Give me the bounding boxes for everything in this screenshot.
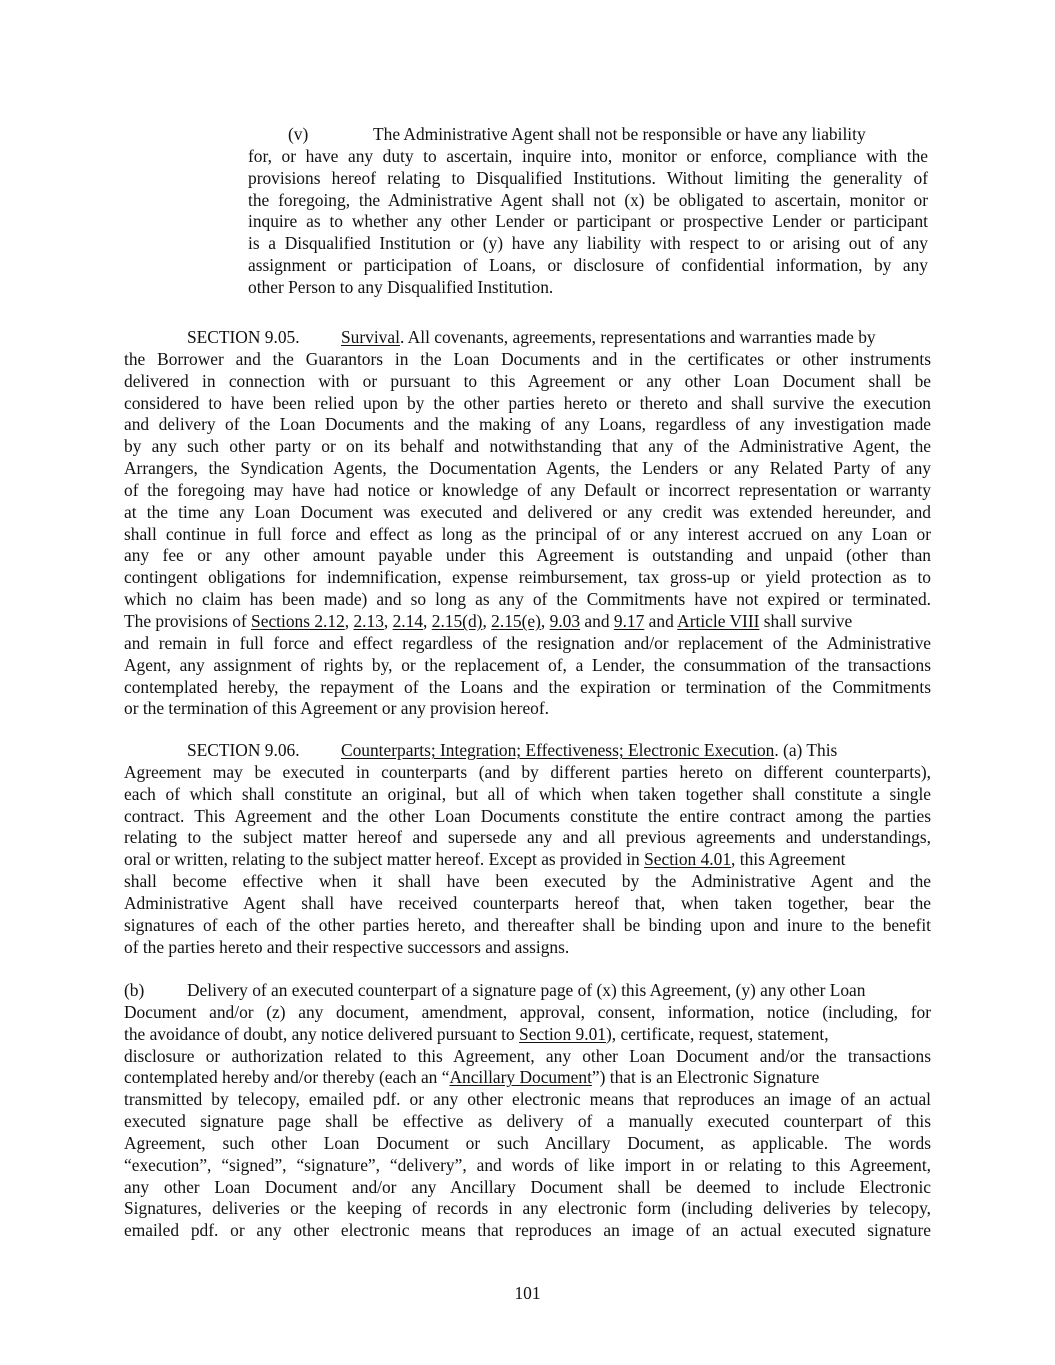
text-fragment: shall survive — [759, 610, 853, 631]
text-line: which no claim has been made) and so long as any of the Commitments have not expired or terminated. — [124, 589, 931, 610]
text-fragment: , — [482, 610, 492, 631]
section-ref-link[interactable]: 2.13 — [353, 610, 384, 631]
text-line: The Administrative Agent shall not be responsible or have any liability — [373, 124, 866, 144]
text-line: or the termination of this Agreement or any provision hereof. — [124, 698, 549, 719]
text-line: the Borrower and the Guarantors in the Loan Documents and in the certificates or other instruments — [124, 348, 931, 369]
text-fragment: , — [540, 610, 550, 631]
text-fragment: . All covenants, agreements, representations and warranties made by — [399, 327, 876, 347]
text-line: at the time any Loan Document was executed and delivered or any credit was extended hereunder, and — [124, 501, 931, 522]
text-line: delivered in connection with or pursuant to this Agreement or any other Loan Document shall be — [124, 370, 931, 391]
text-line: any other Loan Document and/or any Ancillary Document shall be deemed to include Electronic — [124, 1176, 931, 1197]
section-ref-link[interactable]: 2.15(d) — [431, 610, 483, 631]
section-9-06 — [124, 740, 931, 958]
text-line: contract. This Agreement and the other Loan Documents constitute the entire contract among the parties — [124, 805, 931, 826]
text-line: Arrangers, the Syndication Agents, the Documentation Agents, the Lenders or any Related Party of any — [124, 458, 931, 479]
text-line: assignment or participation of Loans, or disclosure of confidential information, by any — [248, 255, 928, 276]
text-line: each of which shall constitute an original, but all of which when taken together shall constitute a single — [124, 783, 931, 804]
text-line: Agreement, such other Loan Document or such Ancillary Document, as applicable. The words — [124, 1132, 931, 1153]
section-title: Counterparts; Integration; Effectiveness; Electronic Execution — [341, 740, 775, 760]
text-line: “execution”, “signed”, “signature”, “delivery”, and words of like import in or relating to this Agreement, — [124, 1154, 931, 1175]
text-line: and delivery of the Loan Documents and the making of any Loans, regardless of any investigation made — [124, 414, 931, 435]
text-fragment: Delivery of an executed counterpart of a signature page of (x) this Agreement, (y) any other Loan — [187, 980, 866, 1000]
section-ref-link[interactable]: 2.15(e) — [491, 610, 541, 631]
reference-line — [124, 1024, 931, 1046]
text-line: executed signature page shall be effective as delivery of a manually executed counterpart of this — [124, 1111, 931, 1132]
text-line: of the parties hereto and their respective successors and assigns. — [124, 936, 570, 957]
text-line: is a Disqualified Institution or (y) have any liability with respect to or arising out of any — [248, 233, 928, 254]
text-line: for, or have any duty to ascertain, inquire into, monitor or enforce, compliance with the — [248, 145, 928, 166]
text-fragment: and — [644, 610, 678, 631]
definition-line — [124, 1067, 931, 1089]
clause-marker: (b) — [124, 980, 145, 1000]
text-line: other Person to any Disqualified Institution. — [248, 276, 554, 297]
text-fragment: , — [344, 610, 354, 631]
text-fragment: , — [383, 610, 393, 631]
text-fragment: the avoidance of doubt, any notice delivered pursuant to — [124, 1023, 520, 1044]
section-ref-link[interactable]: 9.03 — [549, 610, 581, 631]
clause-marker: (v) — [288, 124, 309, 144]
text-line: Document and/or (z) any document, amendment, approval, consent, information, notice (including, for — [124, 1001, 931, 1022]
text-line: signatures of each of the other parties hereto, and thereafter shall be binding upon and inure to the benefit — [124, 914, 931, 935]
section-number: SECTION 9.05. — [187, 327, 300, 347]
section-heading-line — [124, 327, 931, 349]
text-line: disclosure or authorization related to this Agreement, any other Loan Document and/or the transactions — [124, 1045, 931, 1066]
text-line: and remain in full force and effect regardless of the resignation and/or replacement of the Administrative — [124, 632, 931, 653]
text-line: inquire as to whether any other Lender or participant or prospective Lender or participant — [248, 211, 928, 232]
section-ref-link[interactable]: 2.14 — [392, 610, 424, 631]
text-line: contingent obligations for indemnification, expense reimbursement, tax gross-up or yield protection as to — [124, 567, 931, 588]
text-line: shall become effective when it shall have been executed by the Administrative Agent and the — [124, 871, 931, 892]
article-ref-link[interactable]: Article VIII — [677, 610, 760, 631]
text-fragment: ”) that is an Electronic Signature — [591, 1067, 820, 1088]
section-ref-link[interactable]: 9.17 — [613, 610, 645, 631]
text-line: Agreement may be executed in counterparts (and by different parties hereto on different counterparts), — [124, 761, 931, 782]
clause-v-first-line — [248, 124, 928, 146]
text-line: Signatures, deliveries or the keeping of records in any electronic form (including deliveries by telecopy, — [124, 1198, 931, 1219]
section-ref-link[interactable]: Sections 2.12 — [251, 610, 345, 631]
paragraph-b — [124, 980, 931, 1242]
text-line: emailed pdf. or any other electronic means that reproduces an image of an actual executed signature — [124, 1220, 931, 1241]
text-fragment: contemplated hereby and/or thereby (each an “ — [124, 1067, 450, 1088]
text-line: by any such other party or on its behalf and notwithstanding that any of the Administrative Agent, the — [124, 436, 931, 457]
text-fragment: , this Agreement — [731, 849, 846, 870]
section-9-05 — [124, 327, 931, 720]
text-fragment: oral or written, relating to the subject matter hereof. Except as provided in — [124, 849, 645, 870]
text-line: Agent, any assignment of rights by, or the replacement of, a Lender, the consummation of the transactions — [124, 654, 931, 675]
clause-v — [248, 124, 928, 299]
text-line: the foregoing, the Administrative Agent shall not (x) be obligated to ascertain, monitor or — [248, 189, 928, 210]
text-line: contemplated hereby, the repayment of the Loans and the expiration or termination of the Commitments — [124, 676, 931, 697]
text-line: relating to the subject matter hereof and supersede any and all previous agreements and understandings, — [124, 827, 931, 848]
reference-line — [124, 849, 931, 871]
paragraph-b-first-line — [124, 980, 931, 1002]
text-fragment: . (a) This — [774, 740, 838, 760]
section-title: Survival — [341, 327, 400, 347]
text-fragment: The provisions of — [124, 610, 252, 631]
text-line: transmitted by telecopy, emailed pdf. or any other electronic means that reproduces an image of an actual — [124, 1089, 931, 1110]
text-fragment: ), certificate, request, statement, — [605, 1023, 829, 1044]
page-number: 101 — [514, 1283, 541, 1303]
defined-term: Ancillary Document — [449, 1067, 592, 1088]
section-heading-line — [124, 740, 931, 762]
text-line: provisions hereof relating to Disqualified Institutions. Without limiting the generality of — [248, 167, 928, 188]
text-line: shall continue in full force and effect as long as the principal of or any interest accrued on any Loan or — [124, 523, 931, 544]
text-line: any fee or any other amount payable under this Agreement is outstanding and unpaid (other than — [124, 545, 931, 566]
text-line: considered to have been relied upon by the other parties hereto or thereto and shall survive the execution — [124, 392, 931, 413]
section-ref-link[interactable]: Section 4.01 — [644, 849, 732, 870]
section-ref-link[interactable]: Section 9.01 — [519, 1023, 606, 1044]
text-line: of the foregoing may have had notice or knowledge of any Default or incorrect representation or warranty — [124, 479, 931, 500]
text-fragment: and — [580, 610, 614, 631]
provisions-line — [124, 611, 931, 633]
text-line: Administrative Agent shall have received counterparts hereof that, when taken together, bear the — [124, 892, 931, 913]
text-fragment: , — [423, 610, 432, 631]
section-number: SECTION 9.06. — [187, 740, 300, 760]
